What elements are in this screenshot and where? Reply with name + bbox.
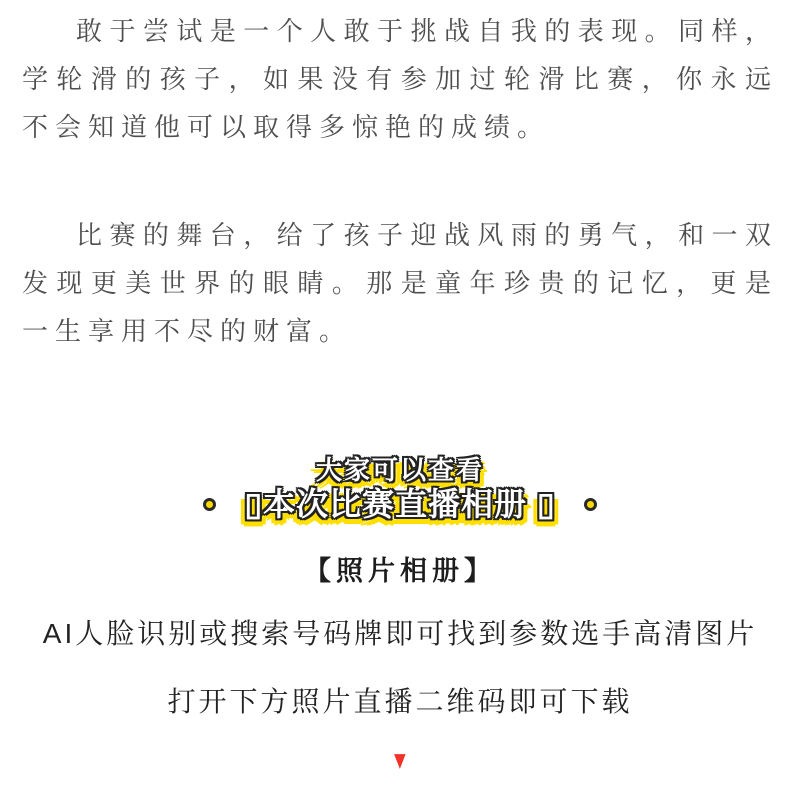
album-info-line-1: AI人脸识别或搜索号码牌即可找到参数选手高清图片 — [42, 618, 758, 649]
banner-line-2: ▯本次比赛直播相册 ▯ — [244, 486, 556, 522]
album-info-line-2: 打开下方照片直播二维码即可下载 — [167, 686, 633, 717]
paragraph-try: 敢于尝试是一个人敢于挑战自我的表现。同样，学轮滑的孩子，如果没有参加过轮滑比赛，你永远不会知道他可以取得多惊艳的成绩。 — [22, 16, 778, 142]
bullet-dot-right-icon — [584, 498, 597, 511]
album-heading: 【照片相册】 — [304, 556, 496, 586]
banner-line-1: 大家可以查看 — [315, 455, 484, 485]
bullet-dot-left-icon — [203, 498, 216, 511]
paragraph-stage: 比赛的舞台，给了孩子迎战风雨的勇气，和一双发现更美世界的眼睛。那是童年珍贵的记忆，更是一生享用不尽的财富。 — [22, 220, 778, 346]
highlight-banner — [0, 455, 800, 523]
album-link-sticker[interactable] — [244, 455, 555, 523]
down-triangle-icon: ▼ — [390, 746, 410, 775]
down-arrow-pointer — [0, 746, 800, 775]
